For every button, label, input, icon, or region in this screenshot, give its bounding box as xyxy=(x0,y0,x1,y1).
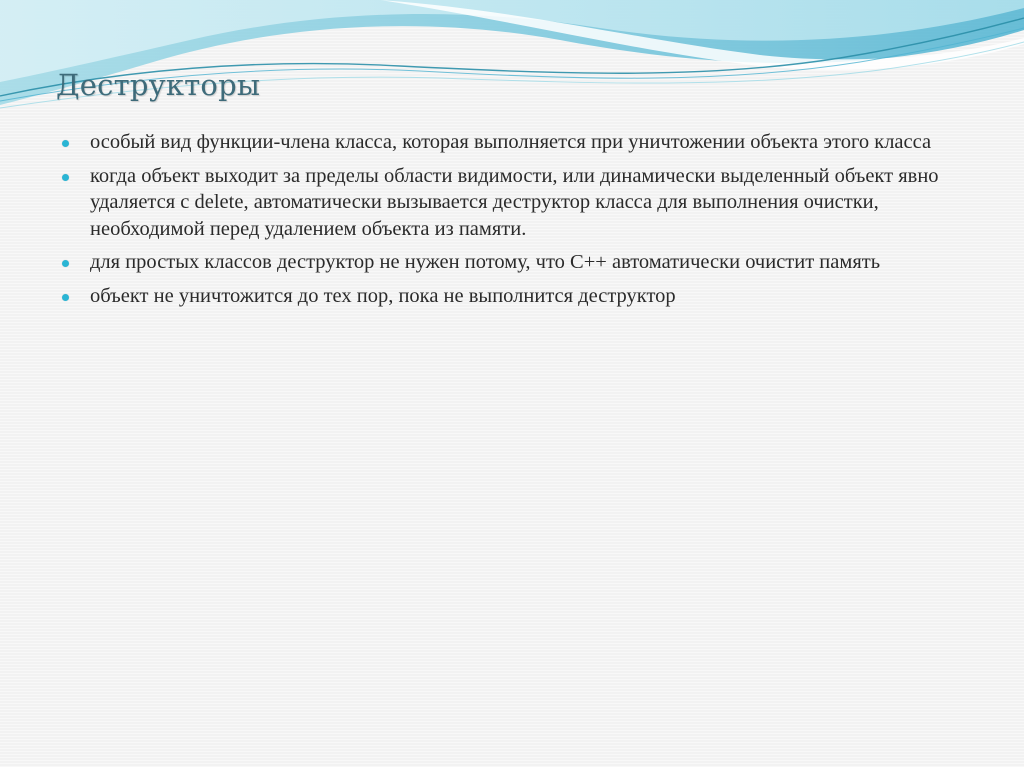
header-wave-decoration xyxy=(0,0,1024,120)
bullet-dot-icon xyxy=(62,260,69,267)
bullet-dot-icon xyxy=(62,294,69,301)
bullet-item xyxy=(62,249,962,276)
bullet-text: объект не уничтожится до тех пор, пока не выполнится деструктор xyxy=(90,284,676,307)
bullet-text: когда объект выходит за пределы области видимости, или динамически выделенный объект явно удаляется с delete, автоматически вызывается деструктор класса для выполнения очистки, необходимой перед удалением объекта из памяти. xyxy=(90,164,939,240)
bullet-text: для простых классов деструктор не нужен потому, что C++ автоматически очистит память xyxy=(90,251,881,273)
bullet-dot-icon xyxy=(62,174,69,181)
bullet-item xyxy=(62,129,962,156)
bullet-dot-icon xyxy=(62,140,69,147)
slide-title: Деструкторы xyxy=(56,68,261,102)
bullet-item xyxy=(62,163,962,243)
bullet-text: особый вид функции-члена класса, которая выполняется при уничтожении объекта этого класса xyxy=(90,131,932,153)
bullet-list xyxy=(62,129,962,316)
bullet-item xyxy=(62,283,962,310)
